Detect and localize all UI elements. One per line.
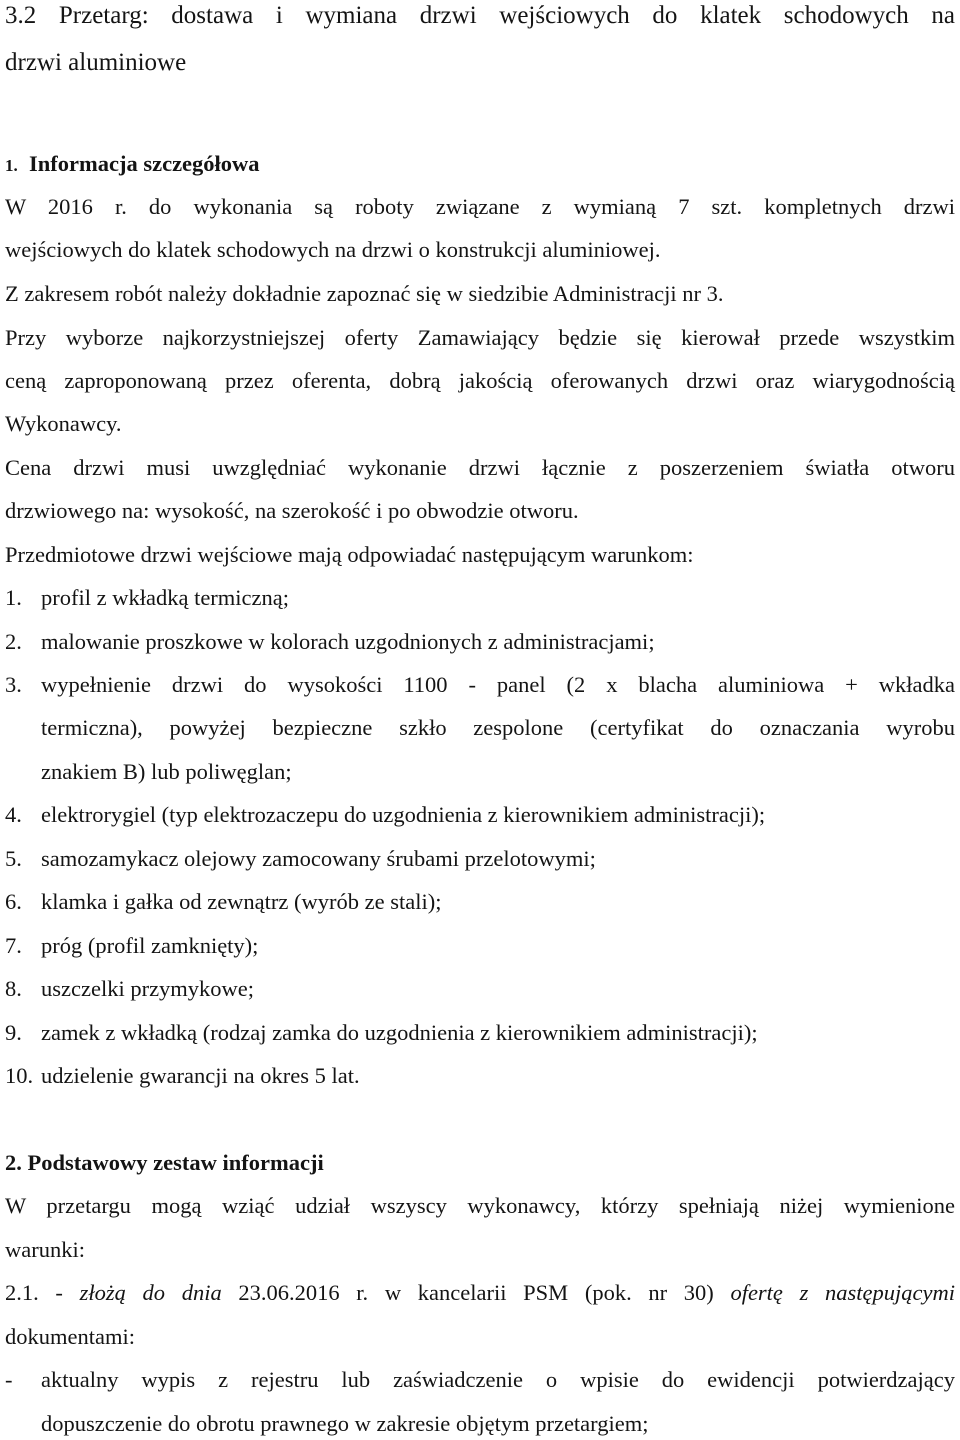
section-1-paragraph-4-line-2: drzwiowego na: wysokość, na szerokość i po obwodzie otworu.: [5, 498, 579, 523]
section-1-paragraph-3-line-1: Przy wyborze najkorzystniejszej oferty Zamawiający będzie się kierował przede wszystkim: [5, 325, 955, 350]
list-item-number: 9.: [5, 1020, 22, 1045]
clause-number: 2.1. -: [5, 1280, 80, 1305]
list-item-text: malowanie proszkowe w kolorach uzgodnionych z administracjami;: [41, 629, 655, 654]
section-1-paragraph-1-line-1: W 2016 r. do wykonania są roboty związane z wymianą 7 szt. kompletnych drzwi: [5, 194, 955, 219]
list-item-text: zamek z wkładką (rodzaj zamka do uzgodnienia z kierownikiem administracji);: [41, 1020, 758, 1045]
section-1-heading: [5, 150, 955, 180]
list-item: [5, 584, 955, 612]
clause-italic-documents: ofertę z następującymi: [730, 1280, 955, 1305]
list-item-number: 6.: [5, 889, 22, 914]
list-item-continuation: termiczna), powyżej bezpieczne szkło zespolone (certyfikat do oznaczania wyrobu: [41, 715, 955, 740]
section-1-paragraph-2: Z zakresem robót należy dokładnie zapoznać się w siedzibie Administracji nr 3.: [5, 281, 724, 306]
list-item-text: klamka i gałka od zewnątrz (wyrób ze stali);: [41, 889, 442, 914]
section-1-paragraph-3-line-2: ceną zaproponowaną przez oferenta, dobrą jakością oferowanych drzwi oraz wiarygodnością: [5, 368, 955, 393]
section-1-paragraph-5: Przedmiotowe drzwi wejściowe mają odpowiadać następującym warunkom:: [5, 542, 694, 567]
list-item-number: 7.: [5, 933, 22, 958]
section-2-paragraph-1-line-1: W przetargu mogą wziąć udział wszyscy wykonawcy, którzy spełniają niżej wymienione: [5, 1193, 955, 1218]
list-item-text: elektrorygiel (typ elektrozaczepu do uzgodnienia z kierownikiem administracji);: [41, 802, 766, 827]
list-item-text: samozamykacz olejowy zamocowany śrubami przelotowymi;: [41, 846, 596, 871]
bullet-item-line-2: dopuszczenie do obrotu prawnego w zakresie objętym przetargiem;: [41, 1411, 649, 1436]
list-item: [5, 1019, 955, 1047]
section-2-paragraph-2-line-1: [5, 1279, 955, 1307]
document-title-line-1: 3.2 Przetarg: dostawa i wymiana drzwi wejściowych do klatek schodowych na: [5, 2, 955, 29]
list-item-number: 8.: [5, 976, 22, 1001]
list-item: [5, 845, 955, 873]
clause-deadline-detail: 23.06.2016 r. w kancelarii PSM (pok. nr 30): [221, 1280, 731, 1305]
section-1-title: Informacja szczegółowa: [29, 151, 260, 176]
section-1-paragraph-3-line-3: Wykonawcy.: [5, 411, 122, 436]
document-title-line-2: drzwi aluminiowe: [5, 49, 187, 76]
list-item-text: próg (profil zamknięty);: [41, 933, 259, 958]
bullet-item-line-1: aktualny wypis z rejestru lub zaświadczenie o wpisie do ewidencji potwierdzający: [41, 1367, 955, 1392]
list-item-number: 4.: [5, 802, 22, 827]
list-item: [5, 801, 955, 829]
list-item-text: wypełnienie drzwi do wysokości 1100 - panel (2 x blacha aluminiowa + wkładka: [41, 672, 955, 697]
list-item: [5, 628, 955, 656]
list-item: [5, 671, 955, 699]
list-item-number: 5.: [5, 846, 22, 871]
bullet-dash: -: [5, 1367, 13, 1392]
section-2-heading: 2. Podstawowy zestaw informacji: [5, 1150, 324, 1175]
list-item-number: 2.: [5, 629, 22, 654]
list-item-number: 3.: [5, 672, 22, 697]
list-item-number: 1.: [5, 585, 22, 610]
list-item: [5, 1062, 955, 1090]
clause-italic-deadline: złożą do dnia: [79, 1280, 222, 1305]
list-item: [5, 888, 955, 916]
list-item: [5, 932, 955, 960]
section-2-paragraph-2-line-2: dokumentami:: [5, 1324, 135, 1349]
list-item-text: uszczelki przymykowe;: [41, 976, 255, 1001]
list-item-continuation: znakiem B) lub poliwęglan;: [41, 759, 292, 784]
section-1-paragraph-4-line-1: Cena drzwi musi uwzględniać wykonanie drzwi łącznie z poszerzeniem światła otworu: [5, 455, 955, 480]
list-item: [5, 975, 955, 1003]
section-1-number: 1.: [5, 156, 18, 175]
section-1-paragraph-1-line-2: wejściowych do klatek schodowych na drzwi o konstrukcji aluminiowej.: [5, 237, 661, 262]
section-2-paragraph-1-line-2: warunki:: [5, 1237, 85, 1262]
list-item-text: profil z wkładką termiczną;: [41, 585, 290, 610]
list-item-number: 10.: [5, 1063, 34, 1088]
list-item-text: udzielenie gwarancji na okres 5 lat.: [41, 1063, 360, 1088]
